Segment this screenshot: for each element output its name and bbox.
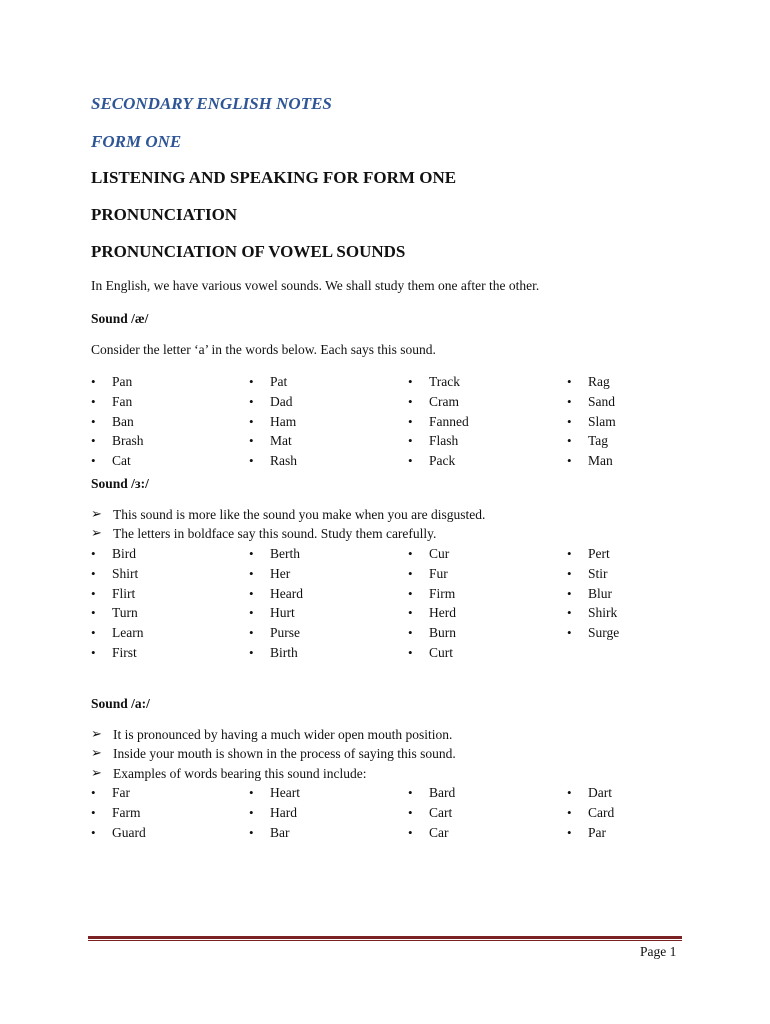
word-text: Pat [270, 374, 288, 389]
word-text: Fanned [429, 413, 469, 429]
form-heading: FORM ONE [91, 132, 182, 151]
note-text: Inside your mouth is shown in the process of saying this sound. [113, 746, 456, 761]
word-text: Far [112, 785, 130, 800]
topic-heading: LISTENING AND SPEAKING FOR FORM ONE [91, 168, 457, 187]
bullet-icon: • [567, 453, 572, 469]
word-text: Fan [112, 393, 133, 409]
word-text: Ham [270, 413, 297, 429]
note-text: It is pronounced by having a much wider open mouth position. [113, 727, 453, 742]
bullet-icon: • [91, 605, 96, 621]
intro-paragraph: In English, we have various vowel sounds. We shall study them one after the other. [91, 278, 540, 293]
bullet-icon: • [249, 546, 254, 561]
bullet-icon: • [567, 393, 572, 409]
bullet-icon: • [567, 546, 572, 561]
word-text: Man [588, 453, 613, 469]
bullet-icon: • [408, 453, 413, 469]
arrow-bullet-icon: ➢ [91, 745, 102, 760]
section-heading: PRONUNCIATION OF VOWEL SOUNDS [91, 242, 406, 261]
word-text: Pert [588, 546, 610, 561]
bullet-icon: • [408, 393, 413, 409]
word-text: Heart [270, 785, 300, 800]
word-text: Blur [588, 585, 613, 601]
bullet-icon: • [567, 413, 572, 429]
sound1-instruction: Consider the letter ‘a’ in the words below. Each says this sound. [91, 342, 436, 357]
bullet-icon: • [408, 785, 413, 800]
bullet-icon: • [91, 585, 96, 601]
subtopic-heading: PRONUNCIATION [91, 205, 238, 224]
bullet-icon: • [567, 433, 572, 449]
bullet-icon: • [249, 625, 254, 641]
word-text: Firm [429, 585, 456, 601]
word-text: Cat [112, 453, 131, 469]
bullet-icon: • [567, 565, 572, 581]
page-number: Page 1 [640, 944, 677, 959]
bullet-icon: • [249, 804, 254, 820]
bullet-icon: • [249, 785, 254, 800]
word-text: Flirt [112, 585, 136, 601]
bullet-icon: • [91, 374, 96, 389]
word-text: Berth [270, 546, 300, 561]
word-text: Shirk [588, 605, 618, 621]
bullet-icon: • [567, 625, 572, 641]
word-text: Dad [270, 393, 293, 409]
word-text: Purse [270, 625, 300, 641]
word-text: Mat [270, 433, 292, 449]
bullet-icon: • [408, 605, 413, 621]
word-text: Surge [588, 625, 620, 641]
word-text: Curt [429, 644, 454, 660]
word-text: Ban [112, 413, 134, 429]
arrow-bullet-icon: ➢ [91, 525, 102, 540]
word-text: Farm [112, 804, 141, 820]
bullet-icon: • [249, 433, 254, 449]
bullet-icon: • [567, 804, 572, 820]
bullet-icon: • [91, 785, 96, 800]
word-text: Flash [429, 433, 459, 449]
bullet-icon: • [408, 546, 413, 561]
bullet-icon: • [249, 644, 254, 660]
word-text: Tag [588, 433, 609, 449]
word-text: Sand [588, 393, 615, 409]
word-text: Cram [429, 393, 459, 409]
bullet-icon: • [408, 374, 413, 389]
arrow-bullet-icon: ➢ [91, 765, 102, 780]
bullet-icon: • [408, 585, 413, 601]
bullet-icon: • [567, 605, 572, 621]
arrow-bullet-icon: ➢ [91, 506, 102, 521]
bullet-icon: • [567, 785, 572, 800]
word-text: Guard [112, 824, 146, 840]
word-text: Bird [112, 546, 137, 561]
bullet-icon: • [408, 565, 413, 581]
document-title: SECONDARY ENGLISH NOTES [91, 94, 332, 113]
bullet-icon: • [408, 433, 413, 449]
bullet-icon: • [249, 585, 254, 601]
word-text: Birth [270, 644, 298, 660]
bullet-icon: • [408, 824, 413, 840]
bullet-icon: • [91, 824, 96, 840]
word-text: Track [429, 374, 461, 389]
bullet-icon: • [91, 413, 96, 429]
bullet-icon: • [91, 625, 96, 641]
note-text: The letters in boldface say this sound. Study them carefully. [113, 526, 437, 541]
word-text: Rash [270, 453, 297, 469]
bullet-icon: • [408, 413, 413, 429]
bullet-icon: • [249, 605, 254, 621]
word-text: Fur [429, 565, 448, 581]
word-text: Hard [270, 804, 297, 820]
bullet-icon: • [249, 453, 254, 469]
word-text: Par [588, 824, 606, 840]
bullet-icon: • [408, 625, 413, 641]
sound2-label: Sound /ɜ:/ [91, 476, 149, 491]
bullet-icon: • [91, 453, 96, 469]
bullet-icon: • [249, 565, 254, 581]
footer-rule-thin [88, 940, 682, 941]
word-text: Heard [270, 585, 303, 601]
bullet-icon: • [91, 393, 96, 409]
arrow-bullet-icon: ➢ [91, 726, 102, 741]
word-text: Her [270, 565, 291, 581]
bullet-icon: • [91, 565, 96, 581]
bullet-icon: • [249, 393, 254, 409]
bullet-icon: • [567, 374, 572, 389]
sound3-label: Sound /a:/ [91, 696, 150, 711]
word-text: Hurt [270, 605, 295, 621]
word-text: Turn [112, 605, 138, 621]
bullet-icon: • [91, 433, 96, 449]
word-text: Pan [112, 374, 133, 389]
bullet-icon: • [567, 585, 572, 601]
word-text: Shirt [112, 565, 139, 581]
word-text: Stir [588, 565, 608, 581]
word-text: Learn [112, 625, 144, 641]
bullet-icon: • [249, 374, 254, 389]
word-text: First [112, 644, 137, 660]
word-text: Slam [588, 413, 616, 429]
bullet-icon: • [91, 644, 96, 660]
bullet-icon: • [567, 824, 572, 840]
word-text: Brash [112, 433, 144, 449]
word-text: Burn [429, 625, 456, 641]
word-text: Cart [429, 804, 453, 820]
word-text: Herd [429, 605, 456, 621]
footer-rule [88, 936, 682, 939]
bullet-icon: • [91, 546, 96, 561]
word-text: Bar [270, 824, 290, 840]
word-text: Cur [429, 546, 450, 561]
note-text: Examples of words bearing this sound include: [113, 766, 367, 781]
word-text: Pack [429, 453, 456, 469]
bullet-icon: • [91, 804, 96, 820]
word-text: Car [429, 824, 449, 840]
note-text: This sound is more like the sound you make when you are disgusted. [113, 507, 486, 522]
word-text: Dart [588, 785, 612, 800]
bullet-icon: • [408, 804, 413, 820]
word-text: Bard [429, 785, 456, 800]
word-text: Card [588, 804, 615, 820]
sound1-label: Sound /æ/ [91, 311, 149, 326]
word-text: Rag [588, 374, 610, 389]
bullet-icon: • [249, 413, 254, 429]
bullet-icon: • [408, 644, 413, 660]
bullet-icon: • [249, 824, 254, 840]
